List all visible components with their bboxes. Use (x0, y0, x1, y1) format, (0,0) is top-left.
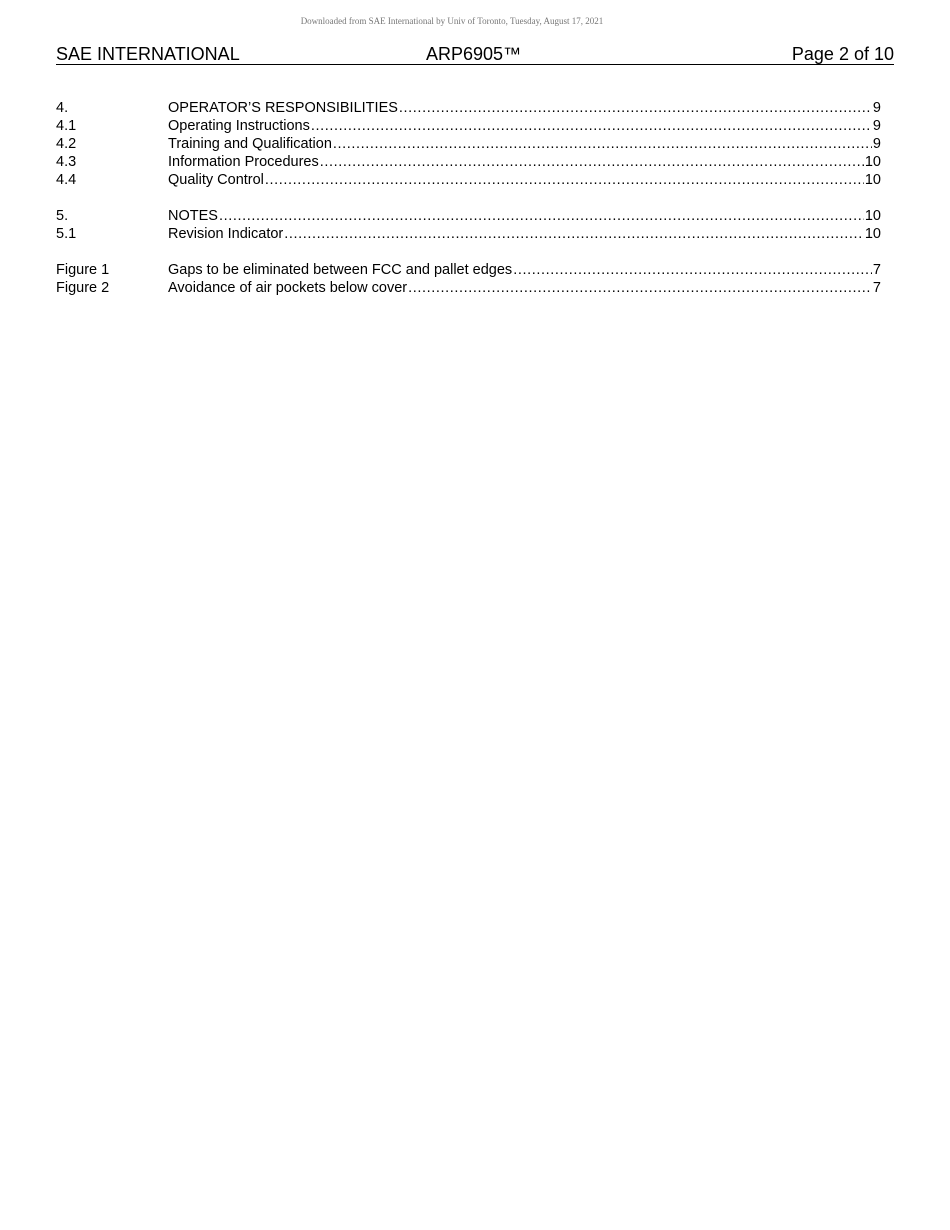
toc-figure-title: Avoidance of air pockets below cover (168, 280, 408, 296)
toc-page: 7 (872, 262, 881, 278)
toc-title: NOTES (168, 208, 218, 224)
toc-dot-leader (399, 99, 872, 117)
toc-spacer (56, 243, 881, 261)
toc-entry-4-1[interactable] (56, 117, 881, 135)
toc-title: Quality Control (168, 172, 264, 188)
toc-page: 10 (864, 226, 881, 242)
table-of-contents (56, 99, 881, 297)
toc-dot-leader (333, 135, 872, 153)
toc-entry-4-4[interactable] (56, 171, 881, 189)
download-watermark: Downloaded from SAE International by Univ of Toronto, Tuesday, August 17, 2021 (300, 16, 604, 26)
toc-title: Operating Instructions (168, 118, 310, 134)
toc-number: 4.4 (56, 172, 77, 188)
page-header (56, 44, 894, 65)
toc-page: 7 (872, 280, 881, 296)
toc-page: 10 (864, 208, 881, 224)
toc-title: Training and Qualification (168, 136, 332, 152)
toc-number: 4.2 (56, 136, 77, 152)
header-organization: SAE INTERNATIONAL (56, 44, 240, 64)
toc-figure-number: Figure 1 (56, 262, 110, 278)
toc-title: Revision Indicator (168, 226, 284, 242)
toc-page: 9 (872, 100, 881, 116)
toc-page: 9 (872, 118, 881, 134)
toc-number: 5. (56, 208, 69, 224)
header-document-number: ARP6905™ (426, 44, 522, 64)
toc-entry-4-2[interactable] (56, 135, 881, 153)
toc-dot-leader (311, 117, 872, 135)
toc-entry-4-3[interactable] (56, 153, 881, 171)
toc-page: 9 (872, 136, 881, 152)
toc-entry-5[interactable] (56, 207, 881, 225)
toc-dot-leader (408, 279, 872, 297)
toc-title: Information Procedures (168, 154, 319, 170)
toc-figure-title: Gaps to be eliminated between FCC and pallet edges (168, 262, 513, 278)
toc-page: 10 (864, 172, 881, 188)
toc-title: OPERATOR’S RESPONSIBILITIES (168, 100, 398, 116)
toc-dot-leader (320, 153, 864, 171)
toc-number: 4. (56, 100, 69, 116)
header-page-number: Page 2 of 10 (791, 44, 894, 64)
toc-dot-leader (265, 171, 864, 189)
toc-figure-1[interactable] (56, 261, 881, 279)
toc-page: 10 (864, 154, 881, 170)
toc-dot-leader (513, 261, 872, 279)
toc-number: 4.1 (56, 118, 77, 134)
toc-number: 4.3 (56, 154, 77, 170)
toc-figure-number: Figure 2 (56, 280, 110, 296)
toc-entry-5-1[interactable] (56, 225, 881, 243)
toc-dot-leader (284, 225, 864, 243)
toc-number: 5.1 (56, 226, 77, 242)
toc-figure-2[interactable] (56, 279, 881, 297)
toc-spacer (56, 189, 881, 207)
toc-entry-4[interactable] (56, 99, 881, 117)
toc-dot-leader (219, 207, 864, 225)
